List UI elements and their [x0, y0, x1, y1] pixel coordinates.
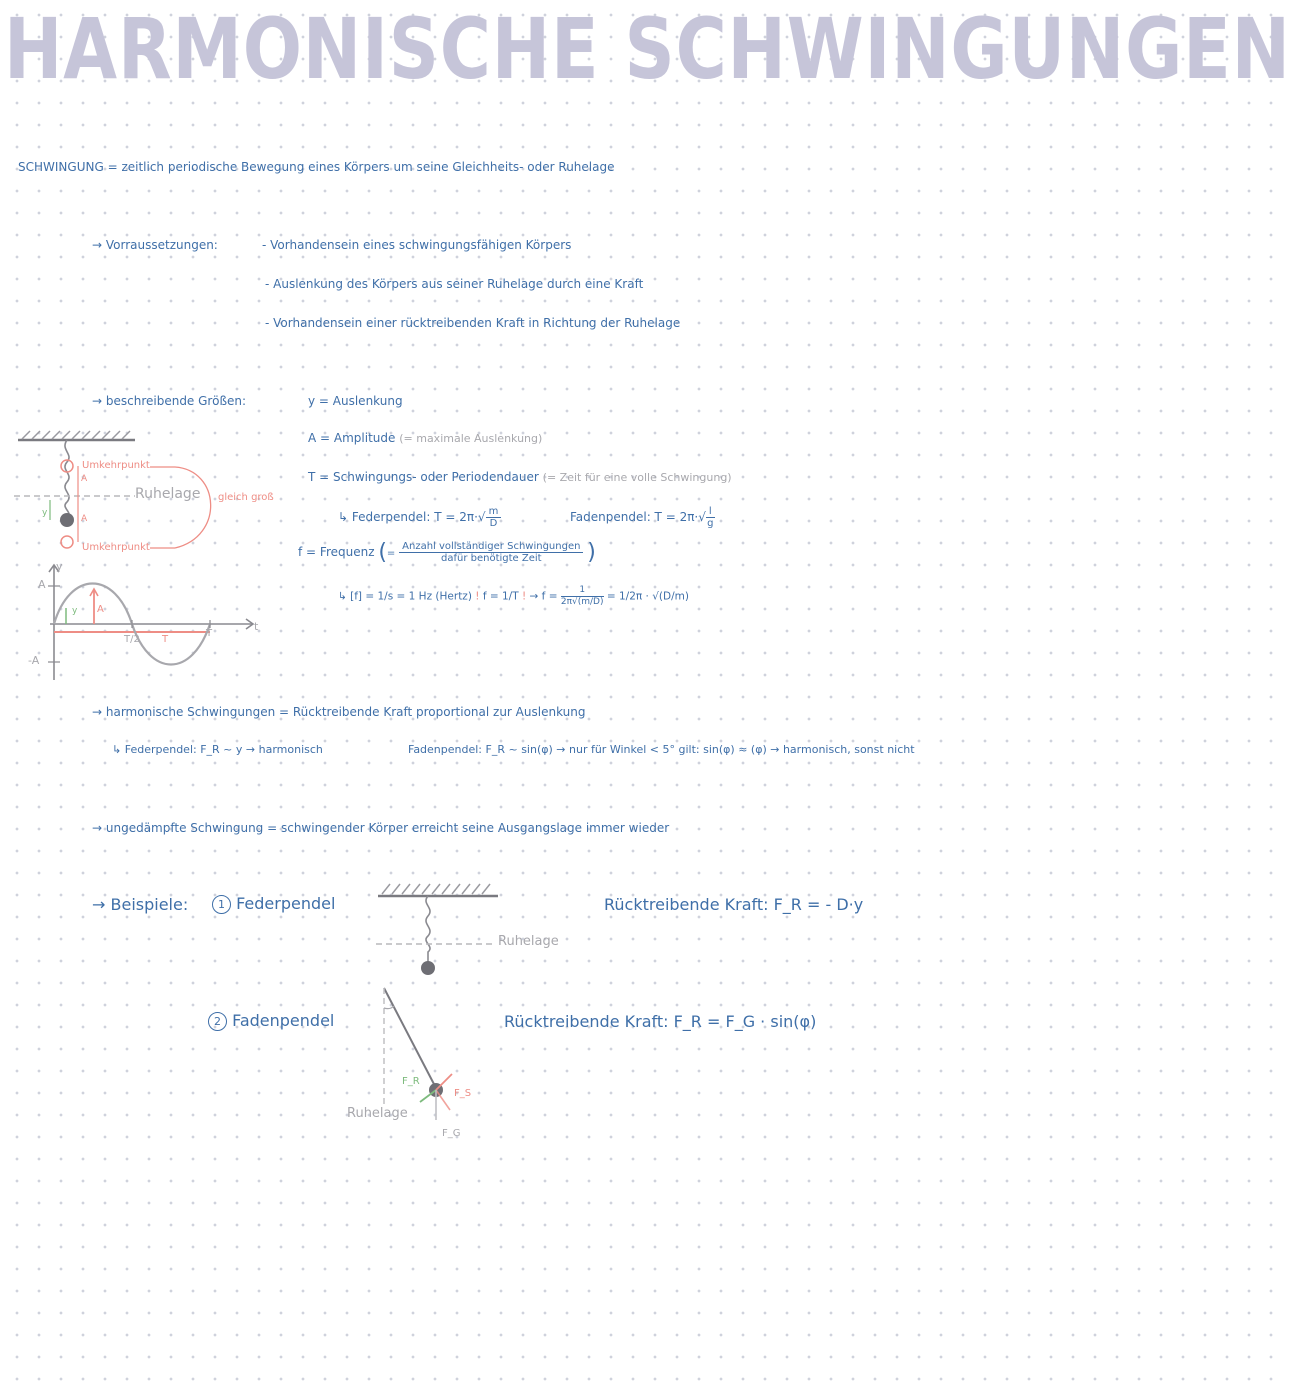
fraction-numerator: m [486, 506, 502, 518]
fadenpendel-fg-label: F_G [442, 1128, 461, 1139]
groesse-a-note: (= maximale Auslenkung) [399, 432, 543, 445]
graph-period-mid-label: T [162, 634, 169, 645]
fadenpendel-ruhelage-label: Ruhelage [347, 1106, 408, 1121]
fraction-numerator: Anzahl vollständiger Schwingungen [399, 541, 583, 553]
federpendel-diagram [370, 878, 510, 978]
fraction-denominator: D [489, 518, 498, 529]
graph-amplitude-neg: -A [28, 654, 40, 667]
voraussetzung-item-2: - Auslenkung des Körpers aus seiner Ruhelage durch eine Kraft [265, 277, 644, 291]
fadenpendel-periode-text: Fadenpendel: T = 2π·√ [570, 510, 706, 524]
beispiel-2-kraft: Rücktreibende Kraft: F_R = F_G · sin(φ) [504, 1012, 817, 1031]
sine-graph [20, 562, 270, 684]
graph-auslenkung-label: y [72, 606, 78, 616]
graph-y-axis-label: y [56, 560, 63, 573]
auslenkung-label: y [42, 508, 48, 518]
frequenz-definition: f = Frequenz (= $\frac{\text{Anzahl vollständiger Schwingungen}}{\text{dafür benötigte Zeit}}$ ) [298, 540, 596, 565]
gleich-gross-label: gleich groß [218, 492, 274, 503]
frequenz-pfeil: → f = [529, 590, 558, 603]
groesse-t [308, 470, 732, 484]
amplitude-unten-label: A [81, 514, 88, 524]
graph-amplitude-pos: A [38, 578, 46, 591]
groesse-y: y = Auslenkung [308, 394, 403, 408]
federpendel-periode [338, 506, 501, 529]
graph-period-label: T [206, 628, 213, 639]
ruhelage-label: Ruhelage [135, 486, 201, 502]
fadenpendel-fs-label: F_S [454, 1088, 472, 1099]
fadenpendel-fr-label: F_R [402, 1076, 420, 1087]
harmonisch-fadenpendel: Fadenpendel: F_R ~ sin(φ) → nur für Winkel < 5° gilt: sin(φ) ≈ (φ) → harmonisch, sonst nicht [408, 743, 915, 756]
voraussetzung-item-1: - Vorhandensein eines schwingungsfähigen Körpers [262, 238, 572, 252]
amplitude-oben-label: A [81, 474, 88, 484]
beispiel-1-titel: Federpendel [236, 894, 336, 913]
frequenz-herleitung-fraction: $\frac{1}{2\pi√(m/D)}$ [560, 585, 604, 607]
fraction-denominator: dafür benötigte Zeit [440, 553, 542, 564]
graph-t-axis-label: t [254, 620, 259, 633]
harmonisch-federpendel: ↳ Federpendel: F_R ~ y → harmonisch [112, 743, 323, 756]
frequenz-kehrwert: f = 1/T [482, 590, 519, 603]
groesse-a [308, 431, 542, 445]
beispiel-1-nummer: 1 [212, 895, 231, 914]
groesse-a-label: A = Amplitude [308, 431, 396, 445]
frequenz-label: f = Frequenz [298, 545, 375, 559]
ungedaempft-definition: → ungedämpfte Schwingung = schwingender Körper erreicht seine Ausgangslage immer wieder [92, 821, 670, 835]
beispiel-1 [212, 894, 335, 914]
beispiel-2-nummer: 2 [208, 1012, 227, 1031]
frequenz-fraction [399, 541, 583, 564]
groessen-label: → beschreibende Größen: [92, 394, 247, 408]
page-title: HARMONISCHE SCHWINGUNGEN [4, 0, 1291, 98]
groesse-t-note: (= Zeit für eine volle Schwingung) [542, 471, 732, 484]
groesse-t-label: T = Schwingungs- oder Periodendauer [308, 470, 539, 484]
fadenpendel-periode-fraction [706, 506, 715, 529]
federpendel-periode-fraction [486, 506, 502, 529]
harmonisch-definition: → harmonische Schwingungen = Rücktreibende Kraft proportional zur Auslenkung [92, 705, 586, 719]
beispiele-label: → Beispiele: [92, 895, 189, 914]
fraction-denominator: g [707, 518, 714, 529]
voraussetzung-item-3: - Vorhandensein einer rücktreibenden Kraft in Richtung der Ruhelage [265, 316, 681, 330]
frequenz-einheit: ↳ [f] = 1/s = 1 Hz (Hertz) ! f = 1/T ! → f = $\frac{1}{2\pi√(m/D)}$ = 1/2π · √(D/m) [338, 585, 689, 607]
federpendel-periode-text: ↳ Federpendel: T = 2π·√ [338, 510, 486, 524]
umkehrpunkt-oben-label: Umkehrpunkt [82, 460, 150, 471]
federpendel-ruhelage-label: Ruhelage [498, 934, 559, 949]
beispiel-2-titel: Fadenpendel [232, 1011, 335, 1030]
fadenpendel-periode [570, 506, 715, 529]
fraction-numerator: l [706, 506, 715, 518]
beispiel-1-kraft: Rücktreibende Kraft: F_R = - D·y [604, 895, 864, 914]
definition-line: SCHWINGUNG = zeitlich periodische Bewegung eines Körpers um seine Gleichheits- oder Ruhelage [18, 160, 615, 174]
beispiel-2 [208, 1011, 334, 1031]
frequenz-einheit-text: ↳ [f] = 1/s = 1 Hz (Hertz) [338, 590, 472, 603]
graph-half-period-label: T/2 [124, 634, 140, 645]
umkehrpunkt-unten-label: Umkehrpunkt [82, 542, 150, 553]
voraussetzungen-label: → Vorraussetzungen: [92, 238, 218, 252]
graph-amplitude-label: A [97, 604, 104, 615]
frequenz-formel: = 1/2π · √(D/m) [606, 590, 689, 603]
